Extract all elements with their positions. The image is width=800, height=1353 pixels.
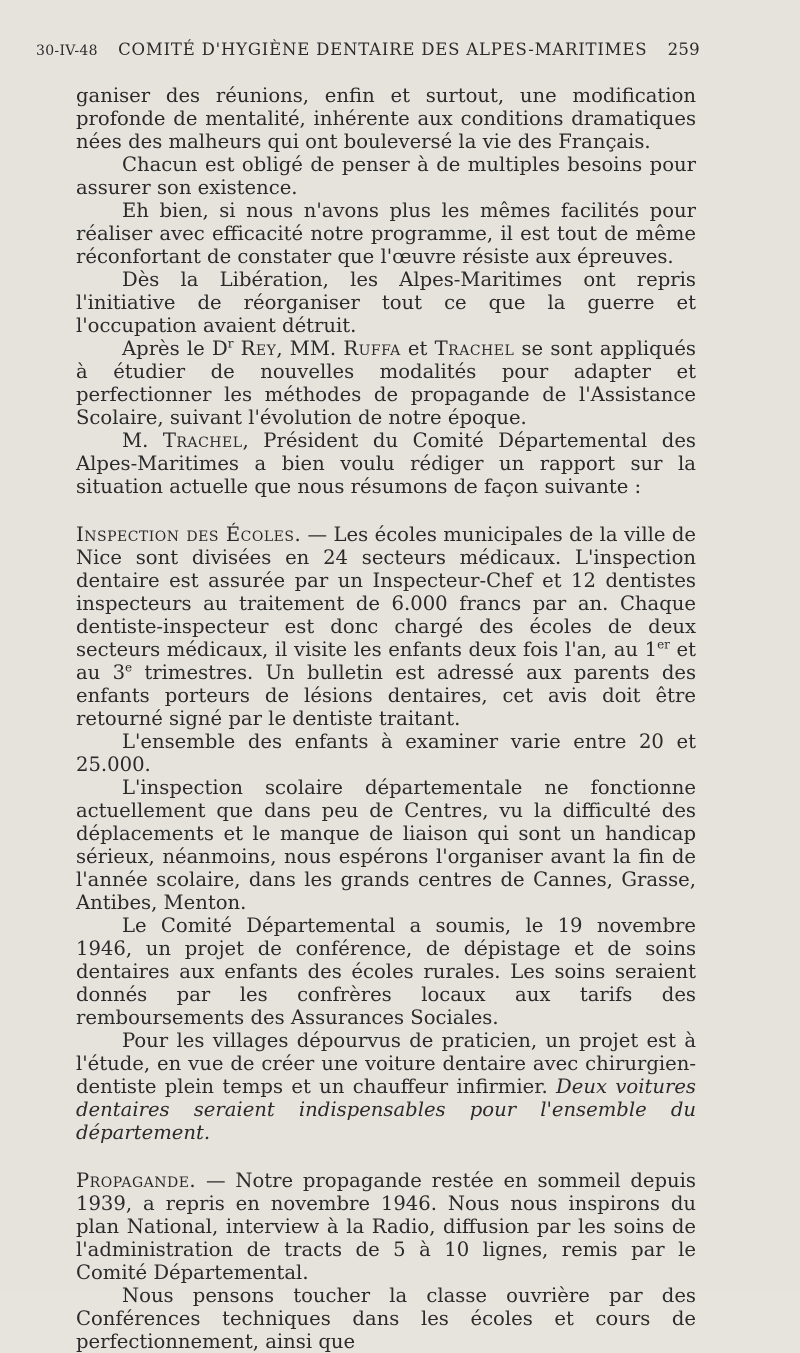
paragraph: L'ensemble des enfants à examiner varie entre 20 et 25.000. (76, 730, 696, 776)
paragraph: L'inspection scolaire départementale ne fonctionne actuellement que dans peu de Centres, vu la difficulté des déplacements et le manque de liaison qui sont un handicap sérieux, néanmoins, nous espérons l'organiser avant la fin de l'année scolaire, dans les grands centres de Cannes, Grasse, Antibes, Menton. (76, 776, 696, 914)
section-heading: Inspection des Écoles. (76, 523, 302, 546)
text-run: — Les écoles municipales de la ville de Nice sont divisées en 24 secteurs médicaux. L'inspection dentaire est assurée par un Inspecteur-Chef et 12 dentistes inspecteurs au traitement de 6.000 francs par an. Chaque dentiste-inspecteur est donc chargé des écoles de deux secteurs médicaux, il visite les enfants deux fois l'an, au 1 (76, 523, 696, 661)
person-name: Trachel (434, 337, 515, 360)
text-run: se sont appliqués à étudier de nouvelles modalités pour adapter et perfectionner les méthodes de propagande de l'Assistance Scolaire, suivant l'évolution de notre époque. (76, 337, 696, 429)
paragraph: Nous pensons toucher la classe ouvrière par des Conférences techniques dans les écoles et cours de perfectionnement, ainsi que (76, 1284, 696, 1353)
paragraph: Eh bien, si nous n'avons plus les mêmes facilités pour réaliser avec efficacité notre programme, il est tout de même réconfortant de constater que l'œuvre résiste aux épreuves. (76, 199, 696, 268)
section-paragraph (76, 523, 696, 730)
text-run: , Président du Comité Départemental des Alpes-Maritimes a bien voulu rédiger un rapport sur la situation actuelle que nous résumons de façon suivante : (76, 429, 696, 498)
body-text (76, 84, 696, 1353)
paragraph (76, 337, 696, 429)
italic-text: Deux voitures dentaires seraient indispensables pour l'ensemble du département. (76, 1075, 696, 1144)
paragraph (76, 1029, 696, 1144)
section-heading: Propagande. (76, 1169, 197, 1192)
paragraph (76, 429, 696, 498)
text-run: — Notre propagande restée en sommeil depuis 1939, a repris en novembre 1946. Nous nous inspirons du plan National, interview à la Radio, diffusion par les soins de l'administration de tracts de 5 à 10 lignes, remis par le Comité Départemental. (76, 1169, 696, 1284)
paragraph: ganiser des réunions, enfin et surtout, une modification profonde de mentalité, inhérente aux conditions dramatiques nées des malheurs qui ont bouleversé la vie des Français. (76, 84, 696, 153)
person-name: Ruffa (343, 337, 401, 360)
superscript: e (125, 660, 133, 675)
header-title: COMITÉ D'HYGIÈNE DENTAIRE DES ALPES-MARITIMES (118, 40, 648, 59)
superscript: er (657, 637, 670, 652)
paragraph: Dès la Libération, les Alpes-Maritimes ont repris l'initiative de réorganiser tout ce que la guerre et l'occupation avaient détruit. (76, 268, 696, 337)
text-run: M. (122, 429, 163, 452)
header-date: 30-IV-48 (36, 43, 98, 59)
text-run: Pour les villages dépourvus de praticien, un projet est à l'étude, en vue de créer une voiture dentaire avec chirurgien-dentiste plein temps et un chauffeur infirmier. (76, 1029, 696, 1098)
paragraph: Le Comité Départemental a soumis, le 19 novembre 1946, un projet de conférence, de dépistage et de soins dentaires aux enfants des écoles rurales. Les soins seraient donnés par les confrères locaux aux tarifs des remboursements des Assurances Sociales. (76, 914, 696, 1029)
running-header (36, 40, 700, 59)
page-number: 259 (667, 40, 700, 59)
paragraph: Chacun est obligé de penser à de multiples besoins pour assurer son existence. (76, 153, 696, 199)
text-run: Après le D (122, 337, 228, 360)
person-name: Trachel (162, 429, 243, 452)
person-name: Rey (240, 337, 277, 360)
text-run: et (400, 337, 435, 360)
text-run: trimestres. Un bulletin est adressé aux parents des enfants porteurs de lésions dentaires, cet avis doit être retourné signé par le dentiste traitant. (76, 661, 697, 730)
text-run: , MM. (276, 337, 344, 360)
superscript: r (227, 336, 234, 351)
text-run: et au 3 (76, 638, 696, 684)
section-paragraph (76, 1169, 696, 1284)
